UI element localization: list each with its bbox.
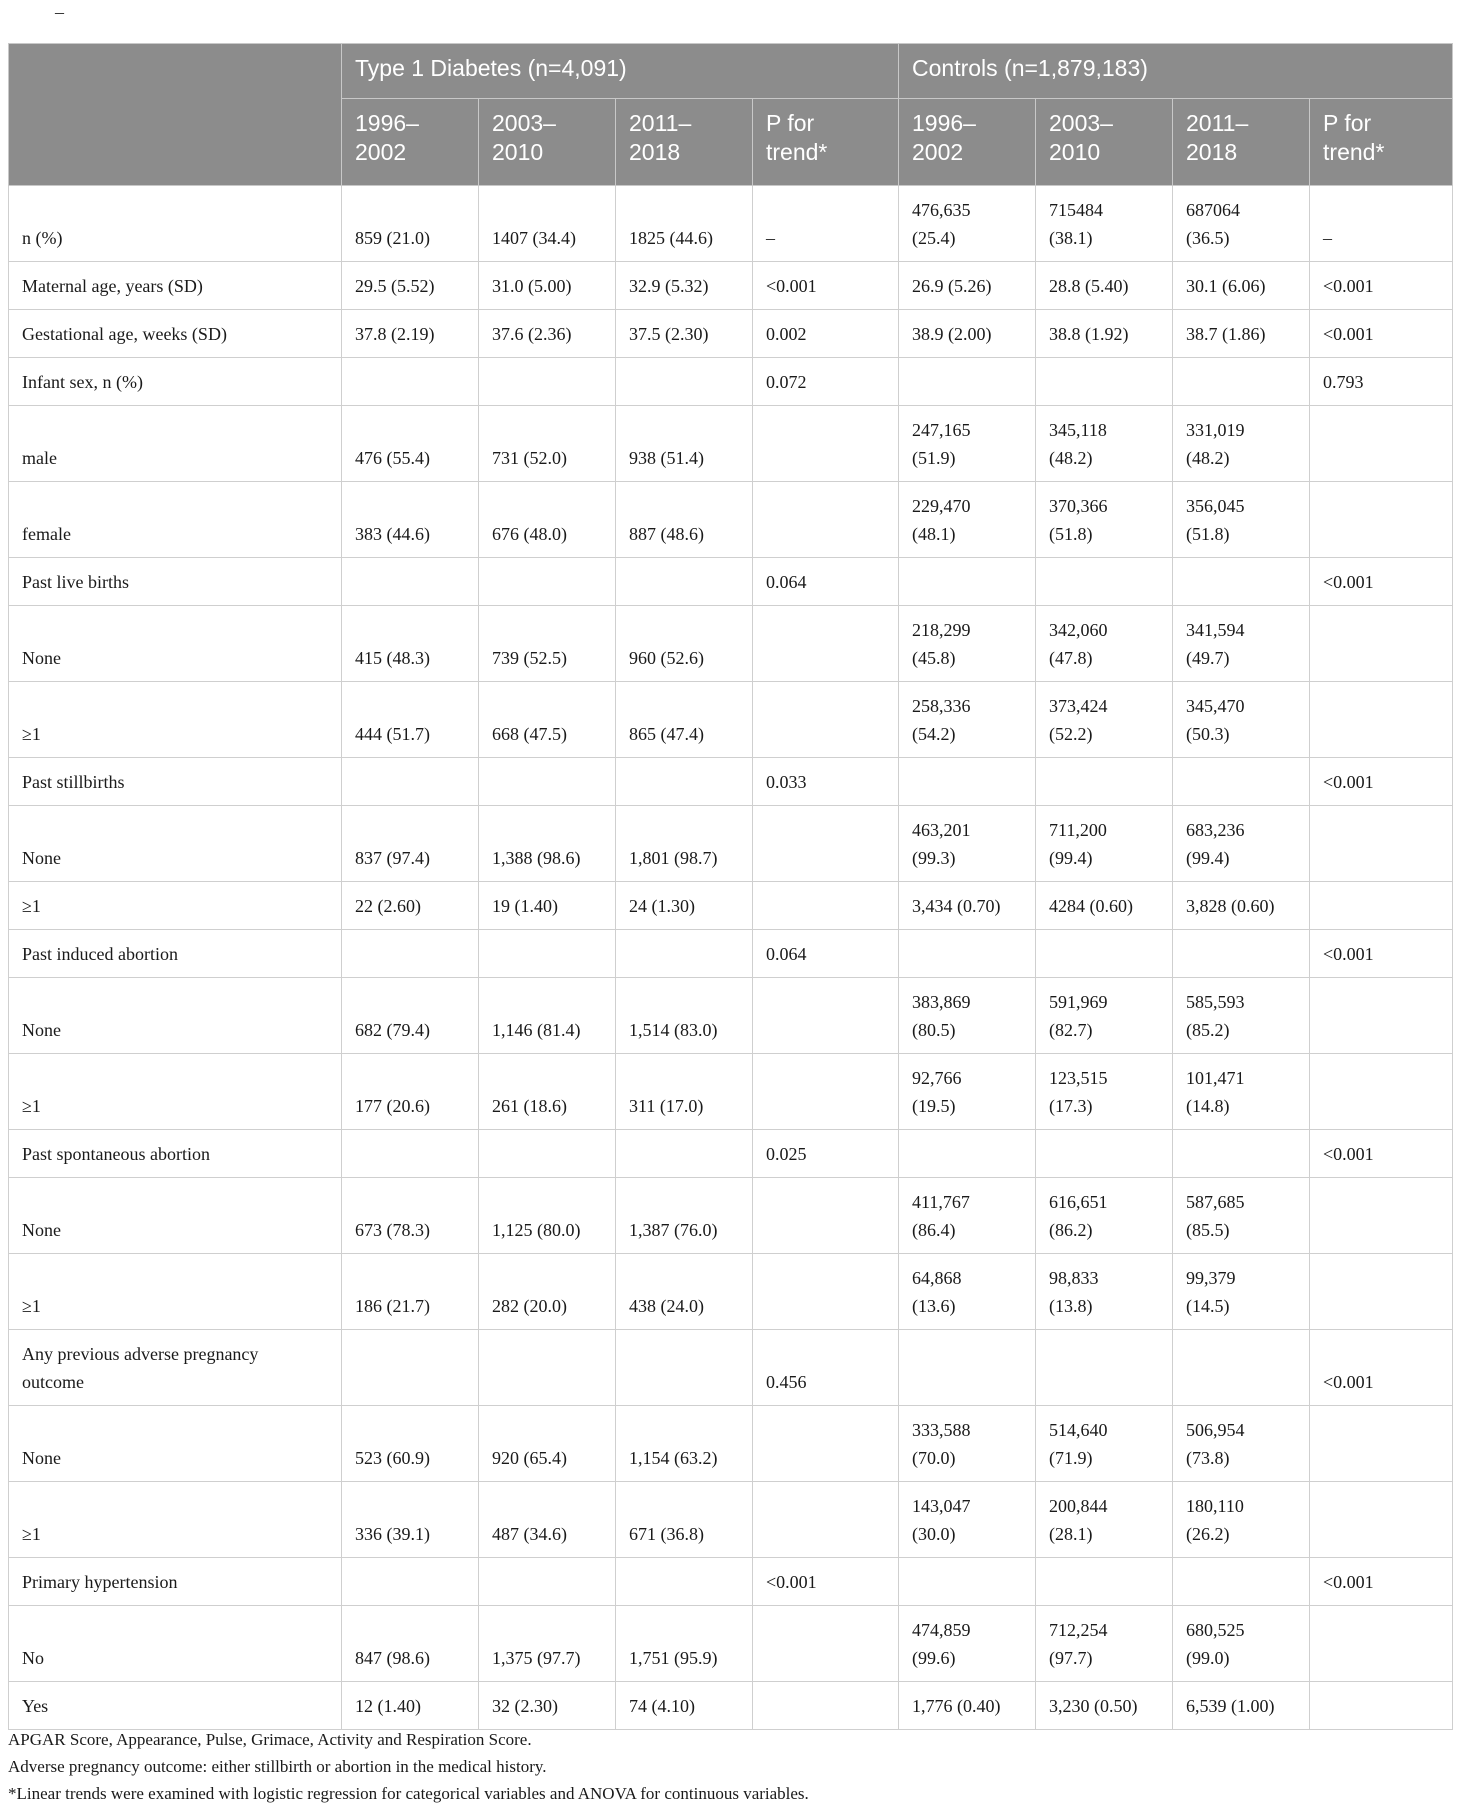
footnote-line: *Linear trends were examined with logistic regression for categorical variables and ANOVA for continuous variables. <box>8 1784 809 1803</box>
row-label: ≥1 <box>9 682 342 758</box>
table-cell: 411,767 (86.4) <box>899 1178 1036 1254</box>
table-row <box>9 1254 1453 1330</box>
table-cell: 74 (4.10) <box>616 1682 753 1730</box>
table-cell: 960 (52.6) <box>616 606 753 682</box>
footnote-line: Adverse pregnancy outcome: either stillbirth or abortion in the medical history. <box>8 1757 547 1776</box>
footnote-line: APGAR Score, Appearance, Pulse, Grimace, Activity and Respiration Score. <box>8 1730 532 1749</box>
table-cell: 32 (2.30) <box>479 1682 616 1730</box>
table-cell <box>753 606 899 682</box>
table-cell: 19 (1.40) <box>479 882 616 930</box>
table-row <box>9 1406 1453 1482</box>
table-cell: 671 (36.8) <box>616 1482 753 1558</box>
table-cell <box>479 930 616 978</box>
table-cell <box>753 1682 899 1730</box>
table-row <box>9 606 1453 682</box>
table-cell: 715484 (38.1) <box>1036 186 1173 262</box>
header-period: 2011– 2018 <box>616 99 753 186</box>
header-p-for-trend: P for trend* <box>1310 99 1453 186</box>
table-cell: 680,525 (99.0) <box>1173 1606 1310 1682</box>
table-cell: 37.5 (2.30) <box>616 310 753 358</box>
table-cell <box>342 1330 479 1406</box>
table-cell <box>479 1130 616 1178</box>
table-row <box>9 1130 1453 1178</box>
table-cell <box>753 1178 899 1254</box>
table-row <box>9 1682 1453 1730</box>
table-cell: 739 (52.5) <box>479 606 616 682</box>
table-row <box>9 1482 1453 1558</box>
table-cell <box>342 930 479 978</box>
table-cell: 341,594 (49.7) <box>1173 606 1310 682</box>
table-cell <box>1036 758 1173 806</box>
table-cell: 1825 (44.6) <box>616 186 753 262</box>
table-cell <box>342 358 479 406</box>
table-cell: 30.1 (6.06) <box>1173 262 1310 310</box>
table-row <box>9 930 1453 978</box>
table-row <box>9 1606 1453 1682</box>
table-cell: 98,833 (13.8) <box>1036 1254 1173 1330</box>
table-cell: <0.001 <box>1310 758 1453 806</box>
table-cell <box>899 1330 1036 1406</box>
table-cell: 668 (47.5) <box>479 682 616 758</box>
table-cell <box>616 930 753 978</box>
table-cell: 356,045 (51.8) <box>1173 482 1310 558</box>
table-cell: 0.072 <box>753 358 899 406</box>
table-cell: 38.9 (2.00) <box>899 310 1036 358</box>
table-cell: <0.001 <box>753 262 899 310</box>
table-cell <box>1310 882 1453 930</box>
table-cell: 1,146 (81.4) <box>479 978 616 1054</box>
row-label: Gestational age, weeks (SD) <box>9 310 342 358</box>
table-cell <box>1310 1606 1453 1682</box>
table-row <box>9 1330 1453 1406</box>
row-label: None <box>9 606 342 682</box>
table-cell: 92,766 (19.5) <box>899 1054 1036 1130</box>
table-cell <box>1173 558 1310 606</box>
table-cell: 64,868 (13.6) <box>899 1254 1036 1330</box>
table-cell <box>1310 1482 1453 1558</box>
table-cell: 847 (98.6) <box>342 1606 479 1682</box>
table-row <box>9 186 1453 262</box>
table-cell <box>616 558 753 606</box>
table-cell <box>753 682 899 758</box>
table-cell: 476,635 (25.4) <box>899 186 1036 262</box>
table-cell: 123,515 (17.3) <box>1036 1054 1173 1130</box>
header-group-row <box>9 44 1453 99</box>
table-cell: 0.033 <box>753 758 899 806</box>
header-group-controls: Controls (n=1,879,183) <box>899 44 1453 99</box>
table-cell <box>1310 606 1453 682</box>
table-cell: 487 (34.6) <box>479 1482 616 1558</box>
table-cell: 31.0 (5.00) <box>479 262 616 310</box>
table-cell: 311 (17.0) <box>616 1054 753 1130</box>
table-cell: 99,379 (14.5) <box>1173 1254 1310 1330</box>
row-label: No <box>9 1606 342 1682</box>
table-cell: 229,470 (48.1) <box>899 482 1036 558</box>
row-label: Past induced abortion <box>9 930 342 978</box>
table-cell: – <box>753 186 899 262</box>
table-cell <box>616 758 753 806</box>
table-cell: 38.8 (1.92) <box>1036 310 1173 358</box>
table-cell: 1,388 (98.6) <box>479 806 616 882</box>
table-cell: 37.6 (2.36) <box>479 310 616 358</box>
top-dash-mark: – <box>55 2 64 22</box>
table-cell <box>479 1330 616 1406</box>
header-group-type1-diabetes: Type 1 Diabetes (n=4,091) <box>342 44 899 99</box>
table-cell: 438 (24.0) <box>616 1254 753 1330</box>
table-cell: 38.7 (1.86) <box>1173 310 1310 358</box>
table-cell: 1,387 (76.0) <box>616 1178 753 1254</box>
table-cell: <0.001 <box>1310 1558 1453 1606</box>
table-cell <box>616 1330 753 1406</box>
table-cell: 282 (20.0) <box>479 1254 616 1330</box>
table-cell: 177 (20.6) <box>342 1054 479 1130</box>
table-cell <box>616 1558 753 1606</box>
table-row <box>9 310 1453 358</box>
table-cell <box>479 558 616 606</box>
table-cell: <0.001 <box>1310 1330 1453 1406</box>
table-cell: 200,844 (28.1) <box>1036 1482 1173 1558</box>
row-label: Any previous adverse pregnancy outcome <box>9 1330 342 1406</box>
table-cell: 859 (21.0) <box>342 186 479 262</box>
table-cell <box>1173 358 1310 406</box>
table-cell: 514,640 (71.9) <box>1036 1406 1173 1482</box>
row-label: ≥1 <box>9 1254 342 1330</box>
table-row <box>9 1054 1453 1130</box>
row-label: None <box>9 1178 342 1254</box>
table-cell: 3,434 (0.70) <box>899 882 1036 930</box>
table-row <box>9 358 1453 406</box>
header-row-label-cell <box>9 44 342 186</box>
table-cell: 6,539 (1.00) <box>1173 1682 1310 1730</box>
table-cell: 0.064 <box>753 558 899 606</box>
table-cell: 683,236 (99.4) <box>1173 806 1310 882</box>
table-cell <box>1310 978 1453 1054</box>
table-cell <box>1036 1130 1173 1178</box>
table-cell <box>479 1558 616 1606</box>
row-label: None <box>9 978 342 1054</box>
table-cell <box>753 806 899 882</box>
table-cell <box>899 1558 1036 1606</box>
table-cell: 1407 (34.4) <box>479 186 616 262</box>
row-label: Yes <box>9 1682 342 1730</box>
table-cell: 3,230 (0.50) <box>1036 1682 1173 1730</box>
data-table <box>8 43 1453 1730</box>
table-cell: 687064 (36.5) <box>1173 186 1310 262</box>
table-cell: <0.001 <box>1310 310 1453 358</box>
table-cell: 837 (97.4) <box>342 806 479 882</box>
table-cell: 0.064 <box>753 930 899 978</box>
table-cell <box>1310 1682 1453 1730</box>
table-cell: 342,060 (47.8) <box>1036 606 1173 682</box>
table-cell: 523 (60.9) <box>342 1406 479 1482</box>
table-cell <box>1036 930 1173 978</box>
table-cell: 186 (21.7) <box>342 1254 479 1330</box>
table-cell: 444 (51.7) <box>342 682 479 758</box>
table-cell <box>1310 482 1453 558</box>
header-period: 2003– 2010 <box>1036 99 1173 186</box>
table-cell <box>753 1254 899 1330</box>
table-cell <box>1036 358 1173 406</box>
table-cell <box>899 558 1036 606</box>
table-cell <box>1310 682 1453 758</box>
table-cell: 218,299 (45.8) <box>899 606 1036 682</box>
table-row <box>9 806 1453 882</box>
table-cell: 143,047 (30.0) <box>899 1482 1036 1558</box>
table-cell: 0.793 <box>1310 358 1453 406</box>
table-row <box>9 406 1453 482</box>
table-cell: 101,471 (14.8) <box>1173 1054 1310 1130</box>
table-cell <box>899 758 1036 806</box>
table-cell <box>753 1482 899 1558</box>
header-period: 2011– 2018 <box>1173 99 1310 186</box>
table-cell <box>1173 930 1310 978</box>
table-cell: 711,200 (99.4) <box>1036 806 1173 882</box>
table-cell <box>1036 558 1173 606</box>
table-cell: 587,685 (85.5) <box>1173 1178 1310 1254</box>
table-cell: 261 (18.6) <box>479 1054 616 1130</box>
table-cell: 336 (39.1) <box>342 1482 479 1558</box>
footnotes <box>8 1726 1452 1807</box>
table-cell: 24 (1.30) <box>616 882 753 930</box>
table-cell: 1,801 (98.7) <box>616 806 753 882</box>
table-cell <box>753 406 899 482</box>
table-cell: 616,651 (86.2) <box>1036 1178 1173 1254</box>
table-row <box>9 882 1453 930</box>
header-period: 1996– 2002 <box>342 99 479 186</box>
table-cell <box>616 1130 753 1178</box>
row-label: ≥1 <box>9 1482 342 1558</box>
table-cell: 4284 (0.60) <box>1036 882 1173 930</box>
table-cell: 12 (1.40) <box>342 1682 479 1730</box>
table-cell: 370,366 (51.8) <box>1036 482 1173 558</box>
table-cell: 1,514 (83.0) <box>616 978 753 1054</box>
table-cell <box>342 1558 479 1606</box>
table-cell: 345,118 (48.2) <box>1036 406 1173 482</box>
table-cell <box>342 558 479 606</box>
table-cell: 333,588 (70.0) <box>899 1406 1036 1482</box>
table-cell <box>753 1054 899 1130</box>
row-label: ≥1 <box>9 1054 342 1130</box>
row-label: male <box>9 406 342 482</box>
table-cell <box>1310 1406 1453 1482</box>
table-cell: 887 (48.6) <box>616 482 753 558</box>
table-row <box>9 262 1453 310</box>
table-cell: 247,165 (51.9) <box>899 406 1036 482</box>
row-label: Maternal age, years (SD) <box>9 262 342 310</box>
table-cell: <0.001 <box>1310 262 1453 310</box>
table-cell: 463,201 (99.3) <box>899 806 1036 882</box>
table-cell: 1,154 (63.2) <box>616 1406 753 1482</box>
row-label: ≥1 <box>9 882 342 930</box>
table-cell: 37.8 (2.19) <box>342 310 479 358</box>
table-cell: 26.9 (5.26) <box>899 262 1036 310</box>
table-cell: 383 (44.6) <box>342 482 479 558</box>
table-row <box>9 1558 1453 1606</box>
table-cell <box>1310 406 1453 482</box>
table-cell: 673 (78.3) <box>342 1178 479 1254</box>
table-cell <box>1310 1178 1453 1254</box>
table-cell <box>1036 1330 1173 1406</box>
table-cell: 415 (48.3) <box>342 606 479 682</box>
table-cell: 1,776 (0.40) <box>899 1682 1036 1730</box>
table-cell: 32.9 (5.32) <box>616 262 753 310</box>
table-cell: 29.5 (5.52) <box>342 262 479 310</box>
table-cell: 3,828 (0.60) <box>1173 882 1310 930</box>
table-cell: – <box>1310 186 1453 262</box>
row-label: None <box>9 1406 342 1482</box>
table-cell: 506,954 (73.8) <box>1173 1406 1310 1482</box>
table-cell: 731 (52.0) <box>479 406 616 482</box>
table-cell <box>899 930 1036 978</box>
table-cell: <0.001 <box>1310 1130 1453 1178</box>
table-cell <box>753 1606 899 1682</box>
table-cell <box>1173 1558 1310 1606</box>
table-cell: 22 (2.60) <box>342 882 479 930</box>
table-body <box>9 186 1453 1730</box>
table-cell <box>899 1130 1036 1178</box>
table-cell: 712,254 (97.7) <box>1036 1606 1173 1682</box>
table-cell <box>753 978 899 1054</box>
row-label: Infant sex, n (%) <box>9 358 342 406</box>
table-cell: <0.001 <box>1310 558 1453 606</box>
table-row <box>9 978 1453 1054</box>
table-cell <box>753 882 899 930</box>
table-cell: 938 (51.4) <box>616 406 753 482</box>
table-cell: 0.002 <box>753 310 899 358</box>
table-cell: <0.001 <box>753 1558 899 1606</box>
table-cell: 676 (48.0) <box>479 482 616 558</box>
table-cell: 0.025 <box>753 1130 899 1178</box>
table-cell <box>1036 1558 1173 1606</box>
row-label: n (%) <box>9 186 342 262</box>
table-cell <box>479 358 616 406</box>
table-cell: 476 (55.4) <box>342 406 479 482</box>
header-p-for-trend: P for trend* <box>753 99 899 186</box>
table-cell: 28.8 (5.40) <box>1036 262 1173 310</box>
table-cell: 1,751 (95.9) <box>616 1606 753 1682</box>
table-cell: 331,019 (48.2) <box>1173 406 1310 482</box>
table-cell: 180,110 (26.2) <box>1173 1482 1310 1558</box>
table-cell: 865 (47.4) <box>616 682 753 758</box>
table-row <box>9 758 1453 806</box>
table-cell <box>1310 806 1453 882</box>
table-cell <box>753 1406 899 1482</box>
table-header <box>9 44 1453 186</box>
table-cell <box>616 358 753 406</box>
table-cell: 0.456 <box>753 1330 899 1406</box>
table-cell: 1,375 (97.7) <box>479 1606 616 1682</box>
row-label: Past live births <box>9 558 342 606</box>
table-cell: 591,969 (82.7) <box>1036 978 1173 1054</box>
table-cell <box>342 758 479 806</box>
table-cell <box>1173 758 1310 806</box>
table-cell: 258,336 (54.2) <box>899 682 1036 758</box>
table-cell: 682 (79.4) <box>342 978 479 1054</box>
header-period: 1996– 2002 <box>899 99 1036 186</box>
table-cell: <0.001 <box>1310 930 1453 978</box>
table-cell <box>899 358 1036 406</box>
row-label: female <box>9 482 342 558</box>
table-cell <box>1310 1054 1453 1130</box>
table-row <box>9 682 1453 758</box>
table-row <box>9 1178 1453 1254</box>
table-cell: 383,869 (80.5) <box>899 978 1036 1054</box>
table-cell <box>1173 1330 1310 1406</box>
table-cell: 1,125 (80.0) <box>479 1178 616 1254</box>
row-label: Past spontaneous abortion <box>9 1130 342 1178</box>
table-cell <box>1173 1130 1310 1178</box>
header-period: 2003– 2010 <box>479 99 616 186</box>
row-label: None <box>9 806 342 882</box>
row-label: Past stillbirths <box>9 758 342 806</box>
row-label: Primary hypertension <box>9 1558 342 1606</box>
table-cell: 373,424 (52.2) <box>1036 682 1173 758</box>
table-row <box>9 558 1453 606</box>
table-cell <box>1310 1254 1453 1330</box>
table-row <box>9 482 1453 558</box>
table-cell <box>342 1130 479 1178</box>
table-cell: 474,859 (99.6) <box>899 1606 1036 1682</box>
table-cell: 920 (65.4) <box>479 1406 616 1482</box>
table-cell <box>753 482 899 558</box>
table-cell <box>479 758 616 806</box>
table-cell: 585,593 (85.2) <box>1173 978 1310 1054</box>
table-cell: 345,470 (50.3) <box>1173 682 1310 758</box>
